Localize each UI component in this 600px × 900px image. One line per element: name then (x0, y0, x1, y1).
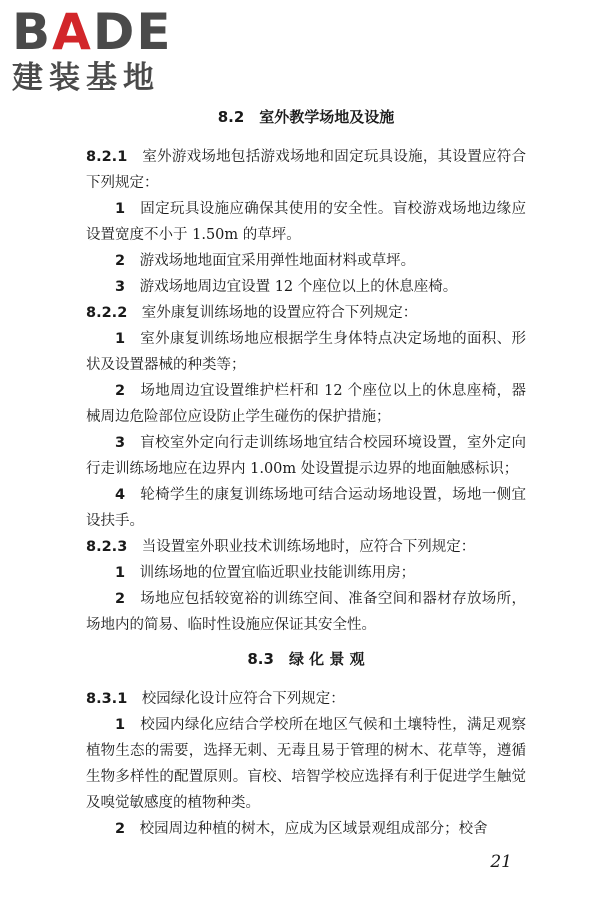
item-8-2-2-1 (86, 326, 526, 378)
item-number: 1 (115, 565, 126, 581)
item-number: 1 (115, 331, 126, 347)
item-8-3-1-2 (86, 816, 526, 842)
section-heading-8-2: 8.2 室外教学场地及设施 (217, 108, 395, 126)
logo-letter-b: B (12, 3, 53, 61)
item-text: 游戏场地地面宜采用弹性地面材料或草坪。 (125, 253, 416, 269)
item-8-2-1-2 (86, 248, 526, 274)
clause-8-2-2 (86, 300, 526, 326)
clause-number: 8.3.1 (86, 691, 128, 707)
clause-text: 室外康复训练场地的设置应符合下列规定： (127, 305, 418, 321)
item-number: 2 (115, 821, 126, 837)
clause-8-2-1 (86, 144, 526, 196)
logo-letters-de: DE (92, 3, 173, 61)
item-8-2-2-3 (86, 430, 526, 482)
item-8-2-1-1 (86, 196, 526, 248)
item-number: 2 (115, 383, 126, 399)
clause-number: 8.2.1 (86, 149, 128, 165)
item-text: 场地应包括较宽裕的训练空间、准备空间和器材存放场所，场地内的简易、临时性设施应保证其安全性。 (86, 591, 526, 633)
document-body (86, 100, 526, 842)
item-8-2-2-4 (86, 482, 526, 534)
page-number: 21 (490, 852, 512, 872)
logo-wordmark (12, 3, 182, 61)
item-number: 2 (115, 591, 126, 607)
clause-text: 当设置室外职业技术训练场地时，应符合下列规定： (127, 539, 476, 555)
item-number: 1 (115, 201, 126, 217)
item-number: 3 (115, 279, 126, 295)
clause-text: 校园绿化设计应符合下列规定： (127, 691, 345, 707)
clause-number: 8.2.3 (86, 539, 128, 555)
item-text: 固定玩具设施应确保其使用的安全性。盲校游戏场地边缘应设置宽度不小于 1.50m 的草坪。 (86, 201, 526, 243)
logo-chinese: 建装基地 (12, 60, 160, 96)
item-text: 轮椅学生的康复训练场地可结合运动场地设置，场地一侧宜设扶手。 (86, 487, 526, 529)
bade-logo (12, 3, 182, 96)
item-8-2-3-2 (86, 586, 526, 638)
item-8-2-1-3 (86, 274, 526, 300)
item-number: 4 (115, 487, 126, 503)
item-text: 游戏场地周边宜设置 12 个座位以上的休息座椅。 (125, 279, 458, 295)
item-8-3-1-1 (86, 712, 526, 816)
item-number: 2 (115, 253, 126, 269)
item-8-2-2-2 (86, 378, 526, 430)
item-text: 训练场地的位置宜临近职业技能训练用房； (125, 565, 416, 581)
item-text: 校园周边种植的树木，应成为区域景观组成部分；校舍 (125, 821, 488, 837)
clause-text: 室外游戏场地包括游戏场地和固定玩具设施，其设置应符合下列规定： (86, 149, 526, 191)
item-text: 室外康复训练场地应根据学生身体特点决定场地的面积、形状及设置器械的种类等； (86, 331, 526, 373)
item-text: 场地周边宜设置维护栏杆和 12 个座位以上的休息座椅，器械周边危险部位应设防止学生碰伤的保护措施； (86, 383, 526, 425)
item-8-2-3-1 (86, 560, 526, 586)
item-text: 校园内绿化应结合学校所在地区气候和土壤特性，满足观察植物生态的需要，选择无刺、无毒且易于管理的树木、花草等，遵循生物多样性的配置原则。盲校、培智学校应选择有利于促进学生触觉及嗅觉敏感度的植物种类。 (86, 717, 526, 811)
item-text: 盲校室外定向行走训练场地宜结合校园环境设置，室外定向行走训练场地应在边界内 1.00m 处设置提示边界的地面触感标识； (86, 435, 526, 477)
section-heading-8-3: 8.3 绿 化 景 观 (247, 650, 365, 668)
item-number: 3 (115, 435, 126, 451)
clause-number: 8.2.2 (86, 305, 128, 321)
logo-letter-a: A (52, 3, 93, 61)
clause-8-2-3 (86, 534, 526, 560)
item-number: 1 (115, 717, 126, 733)
clause-8-3-1 (86, 686, 526, 712)
